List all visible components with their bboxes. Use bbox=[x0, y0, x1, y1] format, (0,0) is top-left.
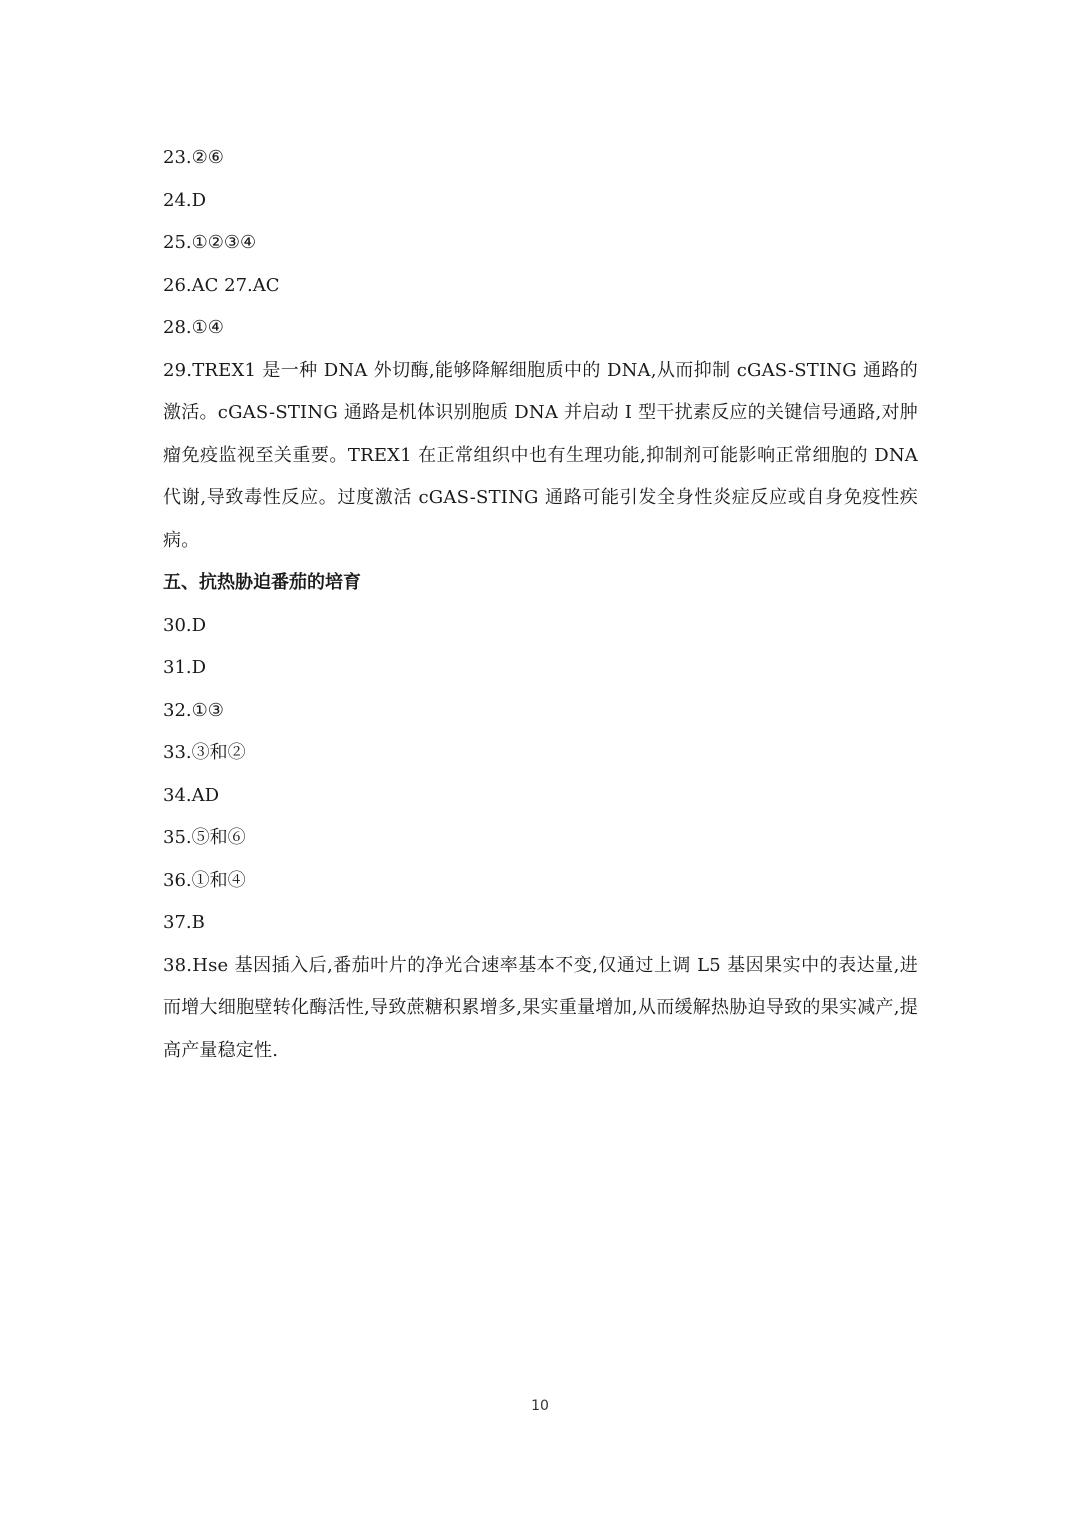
answer-37: 37.B bbox=[163, 912, 205, 933]
answer-35: 35.⑤和⑥ bbox=[163, 827, 246, 848]
answer-31: 31.D bbox=[163, 657, 207, 678]
answer-26-27: 26.AC 27.AC bbox=[163, 274, 280, 296]
answer-32: 32.①③ bbox=[163, 699, 224, 721]
answer-28: 28.①④ bbox=[163, 317, 224, 338]
answer-24: 24.D bbox=[163, 189, 207, 211]
answer-34: 34.AD bbox=[163, 784, 220, 806]
page-number: 10 bbox=[531, 1398, 549, 1414]
section-heading: 五、抗热胁迫番茄的培育 bbox=[163, 572, 361, 593]
answer-29-paragraph: 29.TREX1 是一种 DNA 外切酶,能够降解细胞质中的 DNA,从而抑制 cGAS-STING 通路的激活。cGAS-STING 通路是机体识别胞质 DNA 并启动 I 型干扰素反应的关键信号通路,对肿瘤免疫监视至关重要。TREX1 在正常组织中也有生理功能,抑制剂可能影响正常细胞的 DNA 代谢,导致毒性反应。过度激活 cGAS-STING 通路可能引发全身性炎症反应或自身免疫性疾病。 bbox=[163, 359, 918, 551]
answer-33: 33.③和② bbox=[163, 742, 246, 763]
answer-23: 23.②⑥ bbox=[163, 147, 224, 168]
answer-36: 36.①和④ bbox=[163, 869, 246, 891]
answer-content bbox=[163, 137, 918, 1072]
answer-38-paragraph: 38.Hse 基因插入后,番茄叶片的净光合速率基本不变,仅通过上调 L5 基因果实中的表达量,进而增大细胞壁转化酶活性,导致蔗糖积累增多,果实重量增加,从而缓解热胁迫导致的果实减产,提高产量稳定性. bbox=[163, 954, 918, 1061]
answer-25: 25.①②③④ bbox=[163, 232, 257, 253]
answer-30: 30.D bbox=[163, 614, 207, 636]
